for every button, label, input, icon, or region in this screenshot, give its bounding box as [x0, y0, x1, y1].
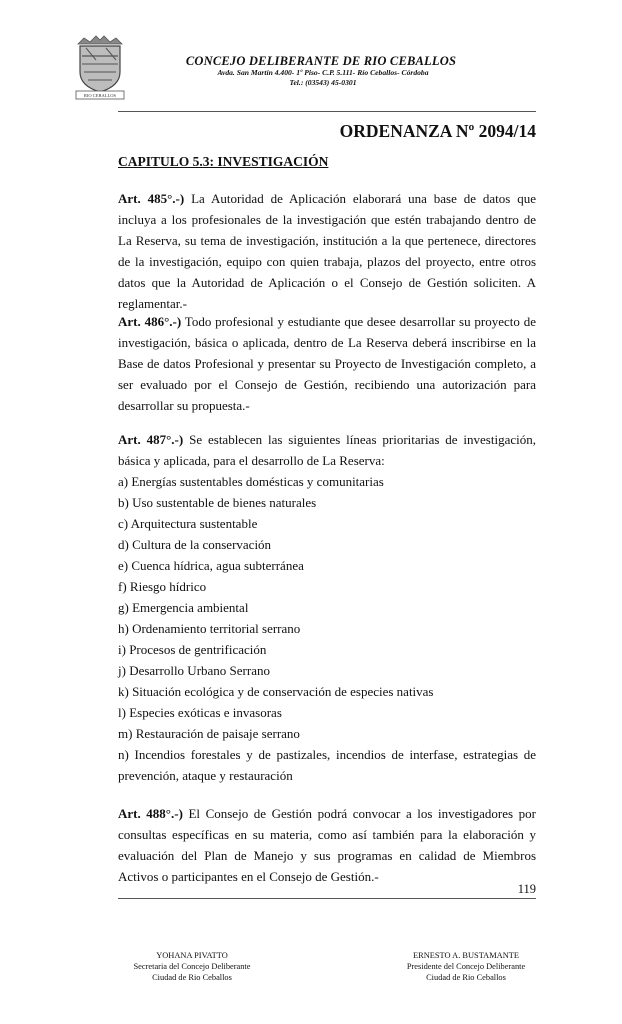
- article-488-label: Art. 488°.-): [118, 806, 183, 821]
- footer-divider: [118, 898, 536, 899]
- article-485: [118, 188, 536, 314]
- article-486-label: Art. 486°.-): [118, 314, 182, 329]
- list-item: m) Restauración de paisaje serrano: [118, 726, 300, 741]
- council-title: CONCEJO DELIBERANTE DE RIO CEBALLOS: [185, 54, 457, 68]
- list-item: c) Arquitectura sustentable: [118, 516, 258, 531]
- list-item: d) Cultura de la conservación: [118, 537, 272, 552]
- list-item: n) Incendios forestales y de pastizales, incendios de interfase, estrategias de prevención, ataque y restauración: [118, 747, 536, 783]
- ordinance-number: ORDENANZA Nº 2094/14: [339, 121, 536, 141]
- article-488: [118, 803, 536, 887]
- svg-text:RIO CEBALLOS: RIO CEBALLOS: [83, 93, 117, 98]
- article-486-text: Todo profesional y estudiante que desee desarrollar su proyecto de investigación, básica o aplicada, dentro de La Reserva deberá inscribirse en la Base de datos Profesional y presentar su Proyecto de Investigación completo, a ser evaluado por el Consejo de Gestión, recibiendo una autorización para desarrollar su propuesta.-: [118, 314, 536, 413]
- signature-secretary: [92, 950, 292, 983]
- article-485-text: La Autoridad de Aplicación elaborará una base de datos que incluya a los profesionales de la investigación que estén trabajando dentro de La Reserva, su tema de investigación, institución a la que pertenece, directores de la investigación, equipo con quien trabaja, plazos del proyecto, entre otros datos que la Autoridad de Aplicación o el Consejo de Gestión soliciten. A reglamentar.-: [118, 191, 536, 311]
- secretary-name: YOHANA PIVATTO: [156, 951, 228, 960]
- president-name: ERNESTO A. BUSTAMANTE: [413, 951, 519, 960]
- article-487-label: Art. 487°.-): [118, 432, 184, 447]
- research-lines-list: [118, 471, 536, 786]
- secretary-city: Ciudad de Rio Ceballos: [152, 973, 232, 982]
- article-487: [118, 429, 536, 471]
- list-item: l) Especies exóticas e invasoras: [118, 705, 282, 720]
- article-488-text: El Consejo de Gestión podrá convocar a los investigadores por consultas específicas en su materia, como así también para la elaboración y evaluación del Plan de Manejo y sus programas en calidad de Miembros Activos o participantes en el Consejo de Gestión.-: [118, 806, 536, 884]
- list-item: i) Procesos de gentrificación: [118, 642, 267, 657]
- list-item: a) Energías sustentables domésticas y comunitarias: [118, 474, 384, 489]
- article-486: [118, 311, 536, 416]
- list-item: k) Situación ecológica y de conservación de especies nativas: [118, 684, 434, 699]
- header-divider: [118, 111, 536, 112]
- list-item: b) Uso sustentable de bienes naturales: [118, 495, 317, 510]
- president-city: Ciudad de Rio Ceballos: [426, 973, 506, 982]
- signature-president: [366, 950, 566, 983]
- chapter-heading: CAPITULO 5.3: INVESTIGACIÓN: [118, 154, 329, 169]
- president-role: Presidente del Concejo Deliberante: [406, 962, 526, 971]
- article-485-label: Art. 485°.-): [118, 191, 185, 206]
- council-phone: Tel.: (03543) 45-0301: [289, 78, 357, 87]
- page-number: 119: [517, 882, 536, 896]
- list-item: g) Emergencia ambiental: [118, 600, 249, 615]
- list-item: e) Cuenca hídrica, agua subterránea: [118, 558, 304, 573]
- council-address: Avda. San Martín 4.400- 1º Piso- C.P. 5.111- Río Ceballos- Córdoba: [217, 68, 429, 77]
- list-item: j) Desarrollo Urbano Serrano: [118, 663, 270, 678]
- article-487-text: Se establecen las siguientes líneas prioritarias de investigación, básica y aplicada, para el desarrollo de La Reserva:: [118, 432, 536, 468]
- list-item: f) Riesgo hídrico: [118, 579, 207, 594]
- secretary-role: Secretaria del Concejo Deliberante: [133, 962, 251, 971]
- list-item: h) Ordenamiento territorial serrano: [118, 621, 301, 636]
